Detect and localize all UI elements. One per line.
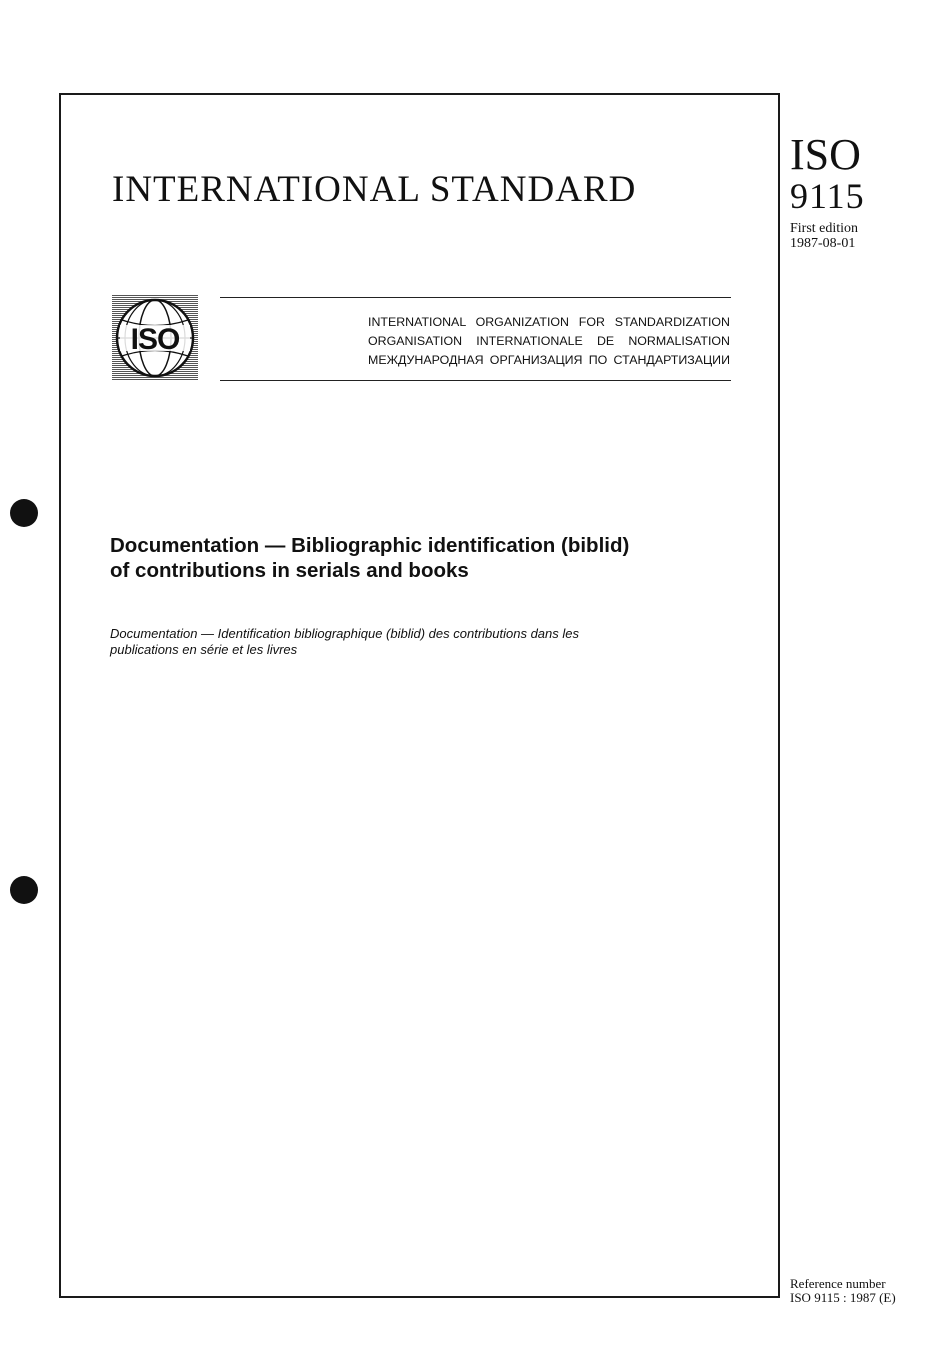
edition-label: First edition <box>790 221 859 236</box>
document-title <box>110 533 750 583</box>
subtitle-line-1: Documentation — Identification bibliographique (biblid) des contributions dans les <box>110 626 579 641</box>
org-rule-bottom <box>220 380 731 381</box>
standard-number: 9115 <box>790 176 865 216</box>
org-name-russian: МЕЖДУНАРОДНАЯ ОРГАНИЗАЦИЯ ПО СТАНДАРТИЗАЦИИ <box>368 353 730 367</box>
punch-hole-bottom <box>10 876 38 904</box>
document-type-heading: INTERNATIONAL STANDARD <box>112 169 637 210</box>
org-rule-top <box>220 297 731 298</box>
subtitle-line-2: publications en série et les livres <box>110 642 298 657</box>
standard-identifier <box>790 130 940 251</box>
reference-number <box>790 1277 940 1305</box>
org-name-english: INTERNATIONAL ORGANIZATION FOR STANDARDIZATION <box>368 315 730 329</box>
reference-value: ISO 9115 : 1987 (E) <box>790 1290 896 1305</box>
page-frame <box>59 93 780 1298</box>
organization-names <box>368 313 730 370</box>
org-name-french: ORGANISATION INTERNATIONALE DE NORMALISATION <box>368 334 730 348</box>
document-subtitle-french <box>110 626 710 658</box>
document-title-line-2: of contributions in serials and books <box>110 559 469 582</box>
reference-label: Reference number <box>790 1276 886 1291</box>
iso-logo <box>112 295 198 381</box>
document-title-line-1: Documentation — Bibliographic identification (biblid) <box>110 534 630 557</box>
standard-prefix: ISO <box>790 130 861 179</box>
edition-date: 1987-08-01 <box>790 236 856 251</box>
logo-text: ISO <box>130 323 180 356</box>
punch-hole-top <box>10 499 38 527</box>
